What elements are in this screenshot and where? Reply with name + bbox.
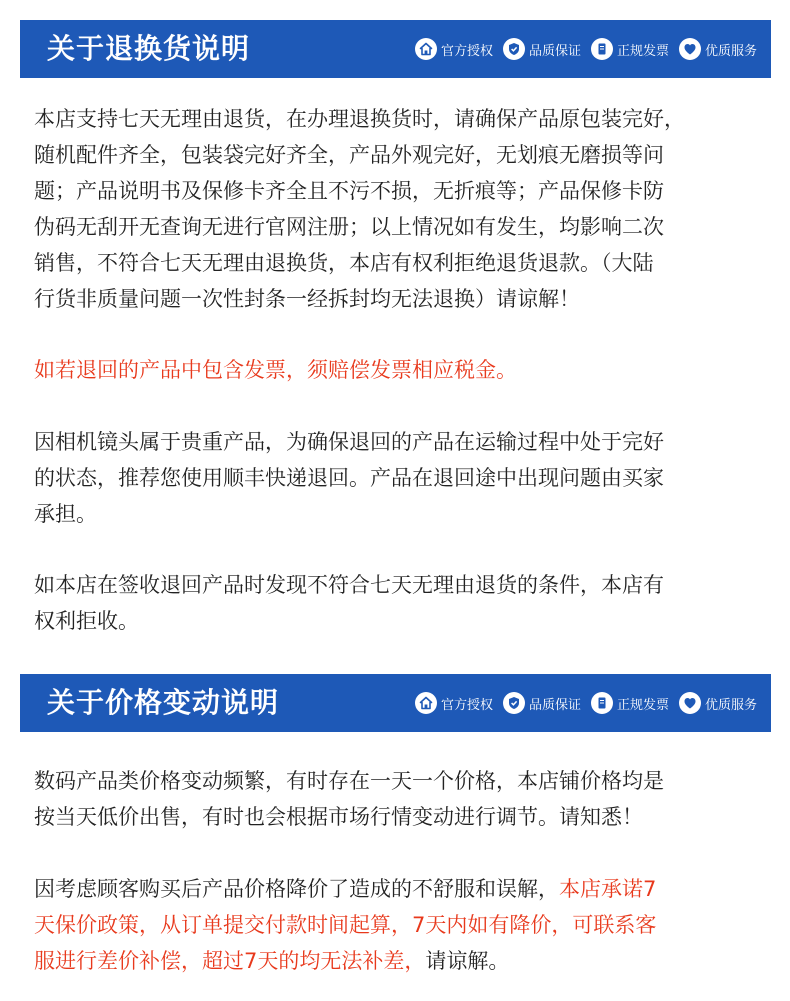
badge-official-authorization xyxy=(415,38,493,60)
badge-quality-guarantee xyxy=(503,692,581,714)
badge-label: 优质服务 xyxy=(704,697,757,713)
badge-label: 官方授权 xyxy=(440,43,493,59)
badge-label: 正规发票 xyxy=(616,43,669,59)
badge-quality-guarantee xyxy=(503,38,581,60)
badge-label: 正规发票 xyxy=(616,697,669,713)
home-icon xyxy=(415,692,437,714)
price-protection-paragraph xyxy=(34,871,774,979)
heart-icon xyxy=(679,38,701,60)
shipping-recommendation-paragraph: 因相机镜头属于贵重产品，为确保退回的产品在运输过程中处于完好 的状态，推荐您使用顺丰快递退回。产品在退回途中出现问题由买家 承担。 xyxy=(34,430,664,526)
badge-label: 官方授权 xyxy=(440,697,493,713)
price-protection-closing: 请谅解。 xyxy=(425,949,510,973)
badge-invoice xyxy=(591,692,669,714)
badge-label: 品质保证 xyxy=(528,43,581,59)
section-header-returns xyxy=(20,20,771,78)
invoice-tax-notice: 如若退回的产品中包含发票，须赔偿发票相应税金。 xyxy=(34,358,517,382)
badge-quality-service xyxy=(679,38,757,60)
section-title: 关于退换货说明 xyxy=(47,32,251,65)
price-protection-promise: 本店承诺7 天保价政策，从订单提交付款时间起算，7天内如有降价，可联系客 服进行差价补偿，超过7天的均无法补差， xyxy=(34,877,657,973)
badge-invoice xyxy=(591,38,669,60)
badge-list xyxy=(405,674,757,732)
price-fluctuation-paragraph: 数码产品类价格变动频繁，有时存在一天一个价格，本店铺价格均是 按当天低价出售，有时也会根据市场行情变动进行调节。请知悉！ xyxy=(34,769,664,829)
badge-official-authorization xyxy=(415,692,493,714)
shield-check-icon xyxy=(503,38,525,60)
section-header-price-changes xyxy=(20,674,771,732)
heart-icon xyxy=(679,692,701,714)
badge-label: 优质服务 xyxy=(704,43,757,59)
price-protection-intro: 因考虑顾客购买后产品价格降价了造成的不舒服和误解， xyxy=(34,877,559,901)
returns-policy-paragraph: 本店支持七天无理由退货，在办理退换货时，请确保产品原包装完好， 随机配件齐全，包装袋完好齐全，产品外观完好，无划痕无磨损等问 题；产品说明书及保修卡齐全且不污不损，无折痕等；产品保修卡防 伪码无刮开无查询无进行官网注册；以上情况如有发生，均影响二次 销售，不符合七天无理由退换货，本店有权利拒绝退货退款。（大陆 行货非质量问题一次性封条一经拆封均无法退换）请谅解！ xyxy=(34,107,685,311)
badge-quality-service xyxy=(679,692,757,714)
section-title: 关于价格变动说明 xyxy=(47,686,280,719)
invoice-icon xyxy=(591,38,613,60)
home-icon xyxy=(415,38,437,60)
rejection-rights-paragraph: 如本店在签收退回产品时发现不符合七天无理由退货的条件，本店有 权利拒收。 xyxy=(34,573,664,633)
badge-list xyxy=(405,20,757,78)
badge-label: 品质保证 xyxy=(528,697,581,713)
shield-check-icon xyxy=(503,692,525,714)
invoice-icon xyxy=(591,692,613,714)
